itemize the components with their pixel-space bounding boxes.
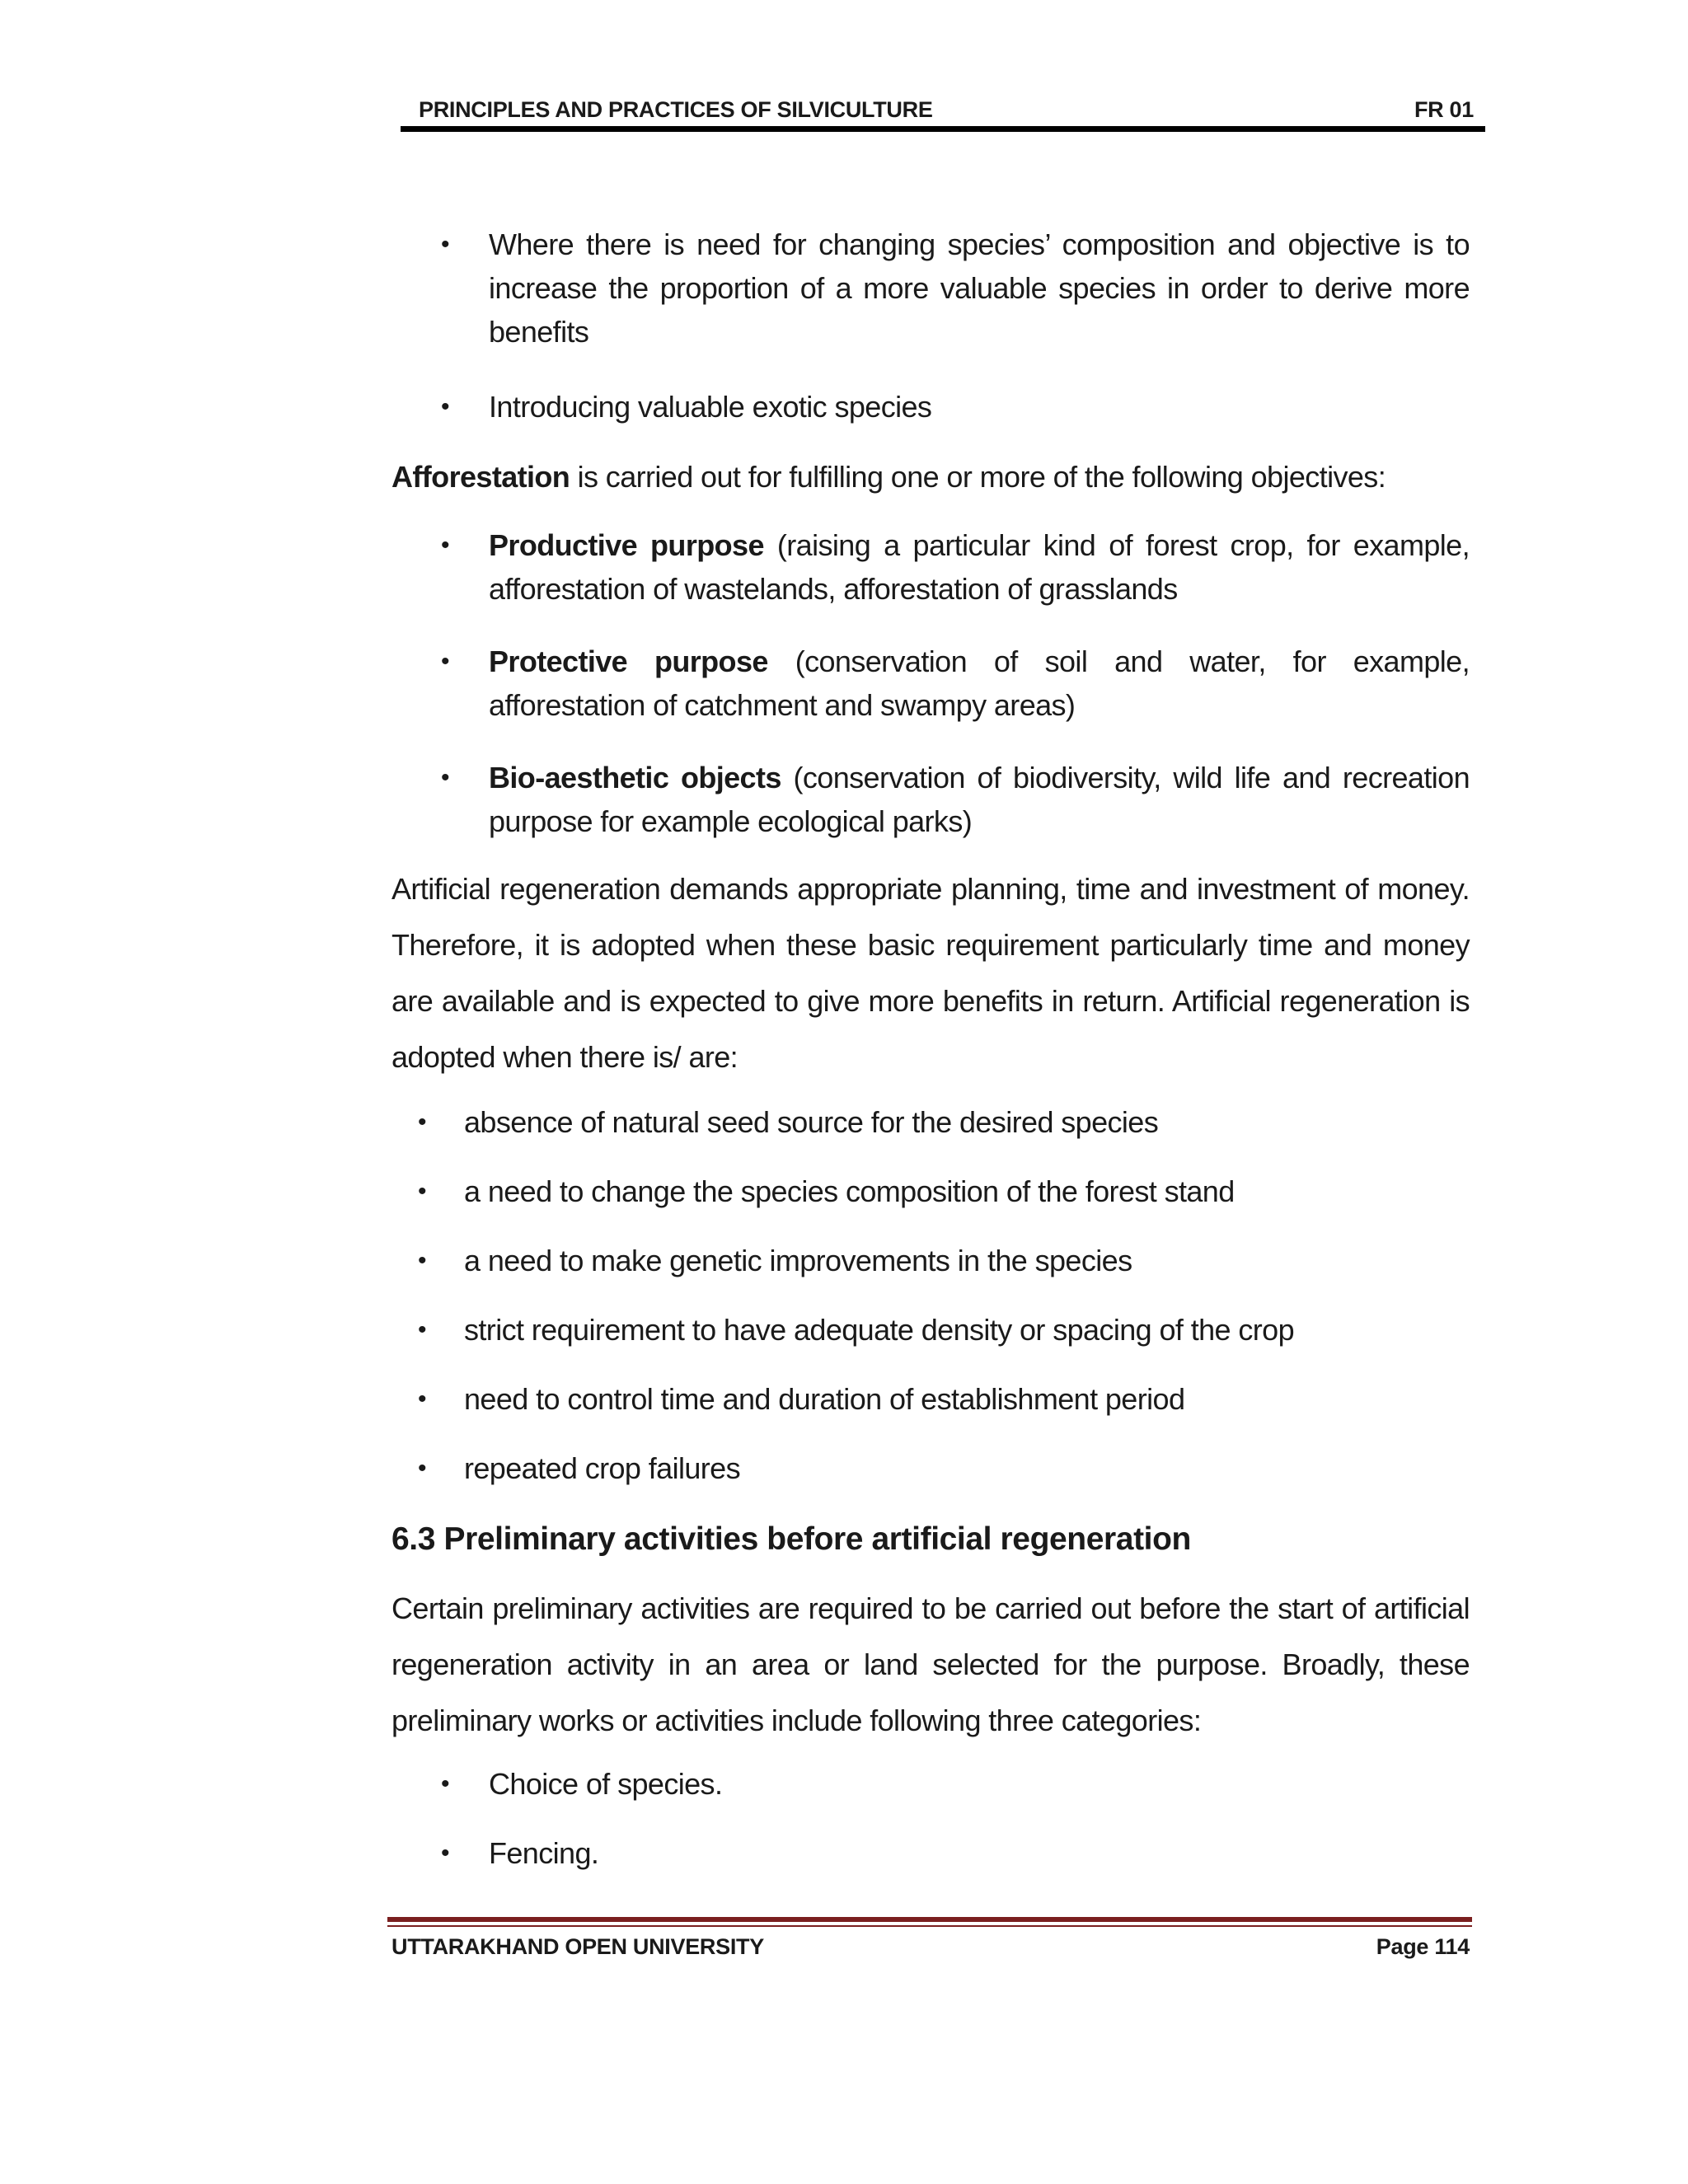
bullet-icon: • [441,532,449,559]
bullet-icon: • [441,1840,449,1867]
bullet-icon: • [418,1455,426,1482]
section-heading: 6.3 Preliminary activities before artificial regeneration [392,1521,1191,1557]
footer-rule-thin [387,1925,1472,1927]
bullet-icon: • [418,1385,426,1413]
bullet-icon: • [418,1247,426,1274]
bullet-icon: • [441,1770,449,1797]
list-item: • repeated crop failures [392,1446,1470,1490]
list-item: • need to control time and duration of establishment period [392,1377,1470,1421]
page-header [402,97,1484,130]
header-title: PRINCIPLES AND PRACTICES OF SILVICULTURE [419,97,933,122]
bullet-icon: • [418,1316,426,1343]
bullet-icon: • [441,231,449,258]
bullet-icon: • [418,1178,426,1205]
list-item: • Productive purpose (raising a particular kind of forest crop, for example, afforestation of wastelands, afforestation of grasslands [392,523,1470,611]
afforestation-intro: Afforestation is carried out for fulfilling one or more of the following objectives: [392,460,1386,494]
header-rule [401,126,1485,132]
list-item: • Protective purpose (conservation of soil and water, for example, afforestation of catchment and swampy areas) [392,640,1470,727]
bullet-icon: • [441,764,449,791]
list-item: • Where there is need for changing species’ composition and objective is to increase the proportion of a more valuable species in order to derive more benefits [392,223,1470,354]
preliminary-paragraph: Certain preliminary activities are required to be carried out before the start of artificial regeneration activity in an area or land selected for the purpose. Broadly, these preliminary works or activities include following three categories: [392,1591,1470,1737]
list-item: • strict requirement to have adequate density or spacing of the crop [392,1308,1470,1352]
bullet-icon: • [441,648,449,675]
list-item: • Introducing valuable exotic species [392,385,1470,429]
artificial-regeneration-paragraph: Artificial regeneration demands appropriate planning, time and investment of money. Therefore, it is adopted when these basic requirement particularly time and money are available and is expected to give more benefits in return. Artificial regeneration is adopted when there is/ are: [392,872,1470,1074]
page-content [392,223,1470,1875]
list-item: • a need to change the species composition of the forest stand [392,1169,1470,1213]
list-item: • Bio-aesthetic objects (conservation of biodiversity, wild life and recreation purpose for example ecological parks) [392,756,1470,843]
header-code: FR 01 [1414,97,1474,122]
list-item: • Fencing. [392,1831,1470,1875]
footer-university: UTTARAKHAND OPEN UNIVERSITY [392,1934,764,1959]
bullet-icon: • [418,1108,426,1136]
list-item: • a need to make genetic improvements in the species [392,1239,1470,1282]
page-number: Page 114 [1376,1934,1470,1959]
footer-rule [387,1917,1472,1922]
list-item: • absence of natural seed source for the desired species [392,1100,1470,1144]
list-item: • Choice of species. [392,1762,1470,1806]
bullet-icon: • [441,393,449,420]
